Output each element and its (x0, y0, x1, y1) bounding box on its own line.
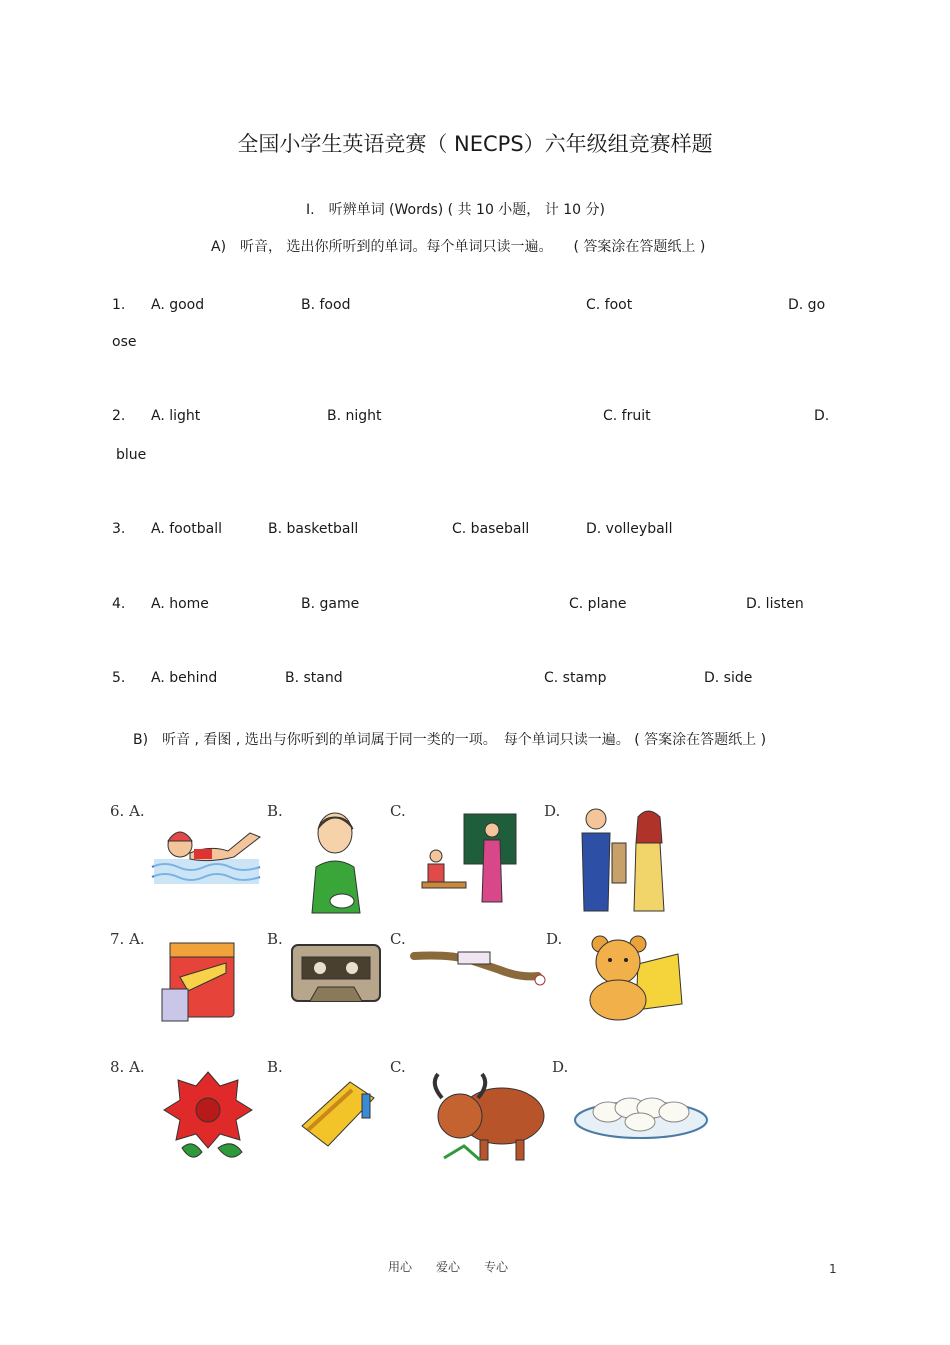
picture-option-d: D. (546, 930, 563, 948)
boy-eating-picture (298, 805, 373, 915)
option-b: B. food (301, 297, 351, 313)
page-number: 1 (829, 1262, 837, 1276)
pencil-case-picture (296, 1076, 382, 1152)
picture-question-number: 6. A. (110, 802, 145, 820)
shop-assistant-picture (572, 803, 672, 915)
toothbrush-picture (410, 948, 548, 994)
option-a: A. football (151, 521, 223, 537)
option-a: A. home (151, 596, 209, 612)
option-c: C. foot (586, 297, 633, 313)
question-number: 3. (112, 521, 126, 537)
picture-option-d: D. (552, 1058, 569, 1076)
option-d: D. (814, 408, 830, 424)
washing-machine-picture (160, 937, 240, 1025)
option-a: A. behind (151, 670, 218, 686)
picture-option-b: B. (267, 930, 283, 948)
classroom-picture (418, 812, 518, 907)
footer-motto: 用心 爱心 专心 (388, 1260, 509, 1274)
option-d-wrap: blue (116, 447, 147, 463)
option-d: D. side (704, 670, 753, 686)
option-a: A. good (151, 297, 205, 313)
question-number: 2. (112, 408, 126, 424)
ox-picture (424, 1066, 550, 1166)
picture-option-c: C. (390, 1058, 406, 1076)
picture-option-c: C. (390, 930, 406, 948)
option-d: D. go (788, 297, 826, 313)
page-title: 全国小学生英语竞赛（ NECPS）六年级组竞赛样题 (237, 132, 713, 156)
option-a: A. light (151, 408, 201, 424)
picture-option-c: C. (390, 802, 406, 820)
picture-option-b: B. (267, 802, 283, 820)
option-b: B. stand (285, 670, 343, 686)
cassette-picture (290, 943, 382, 1005)
option-d-wrap: ose (112, 334, 137, 350)
picture-question-number: 7. A. (110, 930, 145, 948)
option-b: B. basketball (268, 521, 359, 537)
option-c: C. fruit (603, 408, 651, 424)
question-number: 5. (112, 670, 126, 686)
option-c: C. baseball (452, 521, 530, 537)
option-d: D. volleyball (586, 521, 673, 537)
flower-picture (162, 1068, 256, 1168)
teddy-bear-picture (578, 934, 684, 1022)
dumplings-picture (572, 1090, 710, 1142)
part-a-instruction: A) 听音， 选出你所听到的单词。每个单词只读一遍。 ( 答案涂在答题纸上 ) (211, 239, 706, 255)
option-b: B. game (301, 596, 360, 612)
question-number: 1. (112, 297, 126, 313)
option-c: C. plane (569, 596, 627, 612)
question-number: 4. (112, 596, 126, 612)
option-b: B. night (327, 408, 382, 424)
option-c: C. stamp (544, 670, 607, 686)
part-b-instruction: B) 听音 , 看图 , 选出与你听到的单词属于同一类的一项。 每个单词只读一遍。 ( 答案涂在答题纸上 ) (133, 732, 767, 748)
swimmer-picture (150, 815, 265, 890)
section-heading: I. 听辨单词 (Words) ( 共 10 小题， 计 10 分) (306, 202, 605, 218)
picture-question-number: 8. A. (110, 1058, 145, 1076)
picture-option-b: B. (267, 1058, 283, 1076)
picture-option-d: D. (544, 802, 561, 820)
option-d: D. listen (746, 596, 804, 612)
